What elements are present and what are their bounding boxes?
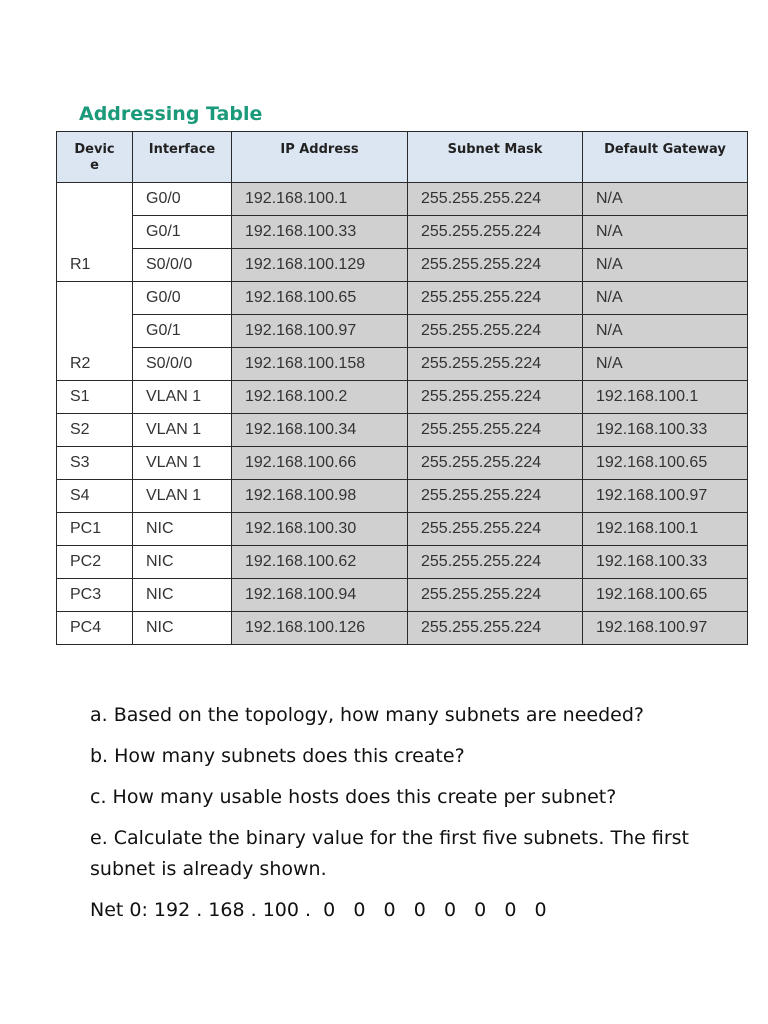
cell-interface: S0/0/0 — [133, 249, 232, 282]
cell-default-gateway: N/A — [583, 282, 748, 315]
cell-default-gateway: 192.168.100.97 — [583, 612, 748, 645]
table-row — [57, 447, 748, 480]
table-row — [57, 546, 748, 579]
cell-interface: NIC — [133, 546, 232, 579]
table-row — [57, 612, 748, 645]
cell-device: PC4 — [57, 612, 133, 645]
question-c: c. How many usable hosts does this create per subnet? — [90, 786, 617, 808]
cell-default-gateway: 192.168.100.33 — [583, 414, 748, 447]
question-e: e. Calculate the binary value for the first five subnets. The first subnet is already shown. — [90, 827, 689, 880]
cell-default-gateway: N/A — [583, 249, 748, 282]
table-row — [57, 249, 748, 282]
table-row — [57, 513, 748, 546]
cell-device: S4 — [57, 480, 133, 513]
cell-device: S2 — [57, 414, 133, 447]
table-row — [57, 282, 748, 315]
question-a: a. Based on the topology, how many subnets are needed? — [90, 704, 644, 726]
cell-subnet-mask: 255.255.255.224 — [408, 414, 583, 447]
cell-ip-address: 192.168.100.2 — [232, 381, 408, 414]
net0-binary: Net 0: 192 . 168 . 100 . 0 0 0 0 0 0 0 0 — [90, 899, 547, 921]
cell-subnet-mask: 255.255.255.224 — [408, 579, 583, 612]
question-b: b. How many subnets does this create? — [90, 745, 465, 767]
cell-default-gateway: 192.168.100.97 — [583, 480, 748, 513]
cell-default-gateway: 192.168.100.1 — [583, 513, 748, 546]
table-row — [57, 414, 748, 447]
cell-interface: NIC — [133, 612, 232, 645]
cell-subnet-mask: 255.255.255.224 — [408, 249, 583, 282]
cell-ip-address: 192.168.100.33 — [232, 216, 408, 249]
table-row — [57, 348, 748, 381]
cell-subnet-mask: 255.255.255.224 — [408, 216, 583, 249]
cell-subnet-mask: 255.255.255.224 — [408, 480, 583, 513]
cell-ip-address: 192.168.100.129 — [232, 249, 408, 282]
cell-interface: G0/1 — [133, 216, 232, 249]
cell-default-gateway: N/A — [583, 183, 748, 216]
cell-interface: VLAN 1 — [133, 480, 232, 513]
cell-default-gateway: N/A — [583, 315, 748, 348]
cell-ip-address: 192.168.100.30 — [232, 513, 408, 546]
cell-default-gateway: N/A — [583, 216, 748, 249]
cell-default-gateway: 192.168.100.33 — [583, 546, 748, 579]
cell-interface: VLAN 1 — [133, 414, 232, 447]
header-subnet-mask: Subnet Mask — [408, 132, 583, 183]
cell-interface: S0/0/0 — [133, 348, 232, 381]
questions-section — [90, 700, 690, 936]
cell-interface: NIC — [133, 579, 232, 612]
cell-ip-address: 192.168.100.98 — [232, 480, 408, 513]
cell-subnet-mask: 255.255.255.224 — [408, 348, 583, 381]
cell-device: S3 — [57, 447, 133, 480]
cell-subnet-mask: 255.255.255.224 — [408, 183, 583, 216]
cell-device: PC2 — [57, 546, 133, 579]
addressing-table — [56, 131, 748, 645]
table-row — [57, 183, 748, 216]
cell-subnet-mask: 255.255.255.224 — [408, 612, 583, 645]
table-heading: Addressing Table — [79, 103, 263, 125]
cell-ip-address: 192.168.100.97 — [232, 315, 408, 348]
cell-interface: VLAN 1 — [133, 447, 232, 480]
cell-device: R1 — [57, 183, 133, 282]
header-default-gateway: Default Gateway — [583, 132, 748, 183]
cell-subnet-mask: 255.255.255.224 — [408, 282, 583, 315]
cell-ip-address: 192.168.100.126 — [232, 612, 408, 645]
cell-subnet-mask: 255.255.255.224 — [408, 315, 583, 348]
cell-ip-address: 192.168.100.1 — [232, 183, 408, 216]
cell-subnet-mask: 255.255.255.224 — [408, 381, 583, 414]
cell-ip-address: 192.168.100.65 — [232, 282, 408, 315]
cell-subnet-mask: 255.255.255.224 — [408, 447, 583, 480]
header-device: Devic e — [57, 132, 133, 183]
cell-device: S1 — [57, 381, 133, 414]
cell-default-gateway: 192.168.100.1 — [583, 381, 748, 414]
cell-interface: G0/1 — [133, 315, 232, 348]
cell-ip-address: 192.168.100.34 — [232, 414, 408, 447]
cell-device: PC1 — [57, 513, 133, 546]
cell-interface: VLAN 1 — [133, 381, 232, 414]
cell-interface: G0/0 — [133, 183, 232, 216]
table-row — [57, 315, 748, 348]
cell-device: R2 — [57, 282, 133, 381]
cell-ip-address: 192.168.100.66 — [232, 447, 408, 480]
table-header-row — [57, 132, 748, 183]
table-body — [57, 183, 748, 645]
table-row — [57, 381, 748, 414]
cell-interface: G0/0 — [133, 282, 232, 315]
table-row — [57, 579, 748, 612]
cell-device: PC3 — [57, 579, 133, 612]
cell-ip-address: 192.168.100.94 — [232, 579, 408, 612]
cell-subnet-mask: 255.255.255.224 — [408, 513, 583, 546]
cell-interface: NIC — [133, 513, 232, 546]
cell-default-gateway: 192.168.100.65 — [583, 579, 748, 612]
cell-subnet-mask: 255.255.255.224 — [408, 546, 583, 579]
table-row — [57, 480, 748, 513]
header-ip-address: IP Address — [232, 132, 408, 183]
table-row — [57, 216, 748, 249]
cell-ip-address: 192.168.100.158 — [232, 348, 408, 381]
cell-default-gateway: N/A — [583, 348, 748, 381]
header-interface: Interface — [133, 132, 232, 183]
cell-default-gateway: 192.168.100.65 — [583, 447, 748, 480]
cell-ip-address: 192.168.100.62 — [232, 546, 408, 579]
